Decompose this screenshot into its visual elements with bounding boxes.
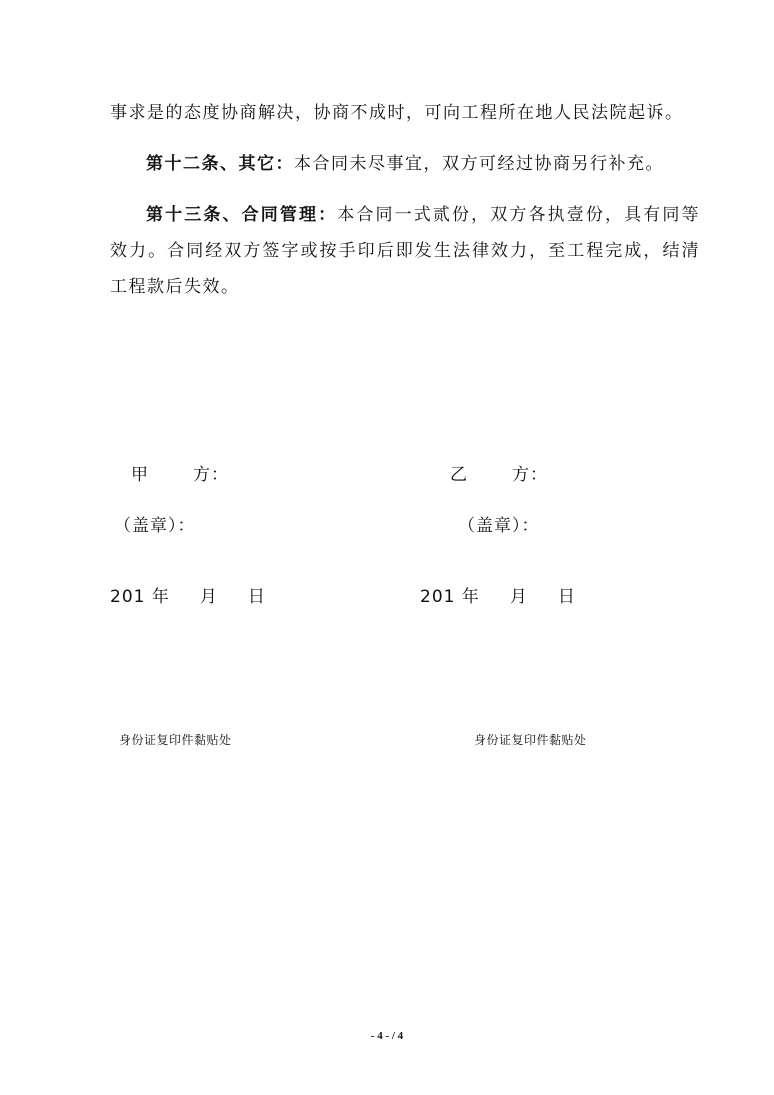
article-12-title: 第十二条、其它： xyxy=(146,154,294,174)
article-13-body: 本合同一式贰份，双方各执壹份，具有同等效力。合同经双方签字或按手印后即发生法律效力，至工程完成，结清工程款后失效。 xyxy=(110,205,700,297)
party-a-year: 201 xyxy=(110,587,146,607)
party-b-month-unit: 月 xyxy=(509,587,528,607)
party-a-seal-label: （盖章）： xyxy=(114,516,196,536)
party-a-label-char: 甲 xyxy=(131,465,149,485)
party-b-day-unit: 日 xyxy=(557,587,576,607)
page-number: - 4 - / 4 xyxy=(370,1030,404,1042)
party-a-month-unit: 月 xyxy=(199,587,218,607)
party-b-label xyxy=(450,460,548,485)
party-a-label xyxy=(131,460,229,485)
paragraph-article-12 xyxy=(110,146,700,182)
party-a-day-unit: 日 xyxy=(247,587,266,607)
article-12-body: 本合同未尽事宜，双方可经过协商另行补充。 xyxy=(294,154,664,174)
party-b-seal-label: （盖章）： xyxy=(458,516,540,536)
party-a-label-suffix: 方： xyxy=(193,465,229,485)
party-a-date xyxy=(110,582,266,607)
party-b-label-char: 乙 xyxy=(450,465,468,485)
paragraph-dispute-resolution: 事求是的态度协商解决，协商不成时，可向工程所在地人民法院起诉。 xyxy=(110,103,684,123)
party-b-year-unit: 年 xyxy=(461,587,480,607)
party-b-year: 201 xyxy=(420,587,456,607)
party-a-year-unit: 年 xyxy=(151,587,170,607)
party-b-id-paste-area: 身份证复印件黏贴处 xyxy=(474,733,587,747)
paragraph-article-13 xyxy=(110,197,700,305)
party-b-date xyxy=(420,582,576,607)
party-a-id-paste-area: 身份证复印件黏贴处 xyxy=(119,733,232,747)
party-b-label-suffix: 方： xyxy=(512,465,548,485)
article-13-title: 第十三条、合同管理： xyxy=(146,205,338,225)
